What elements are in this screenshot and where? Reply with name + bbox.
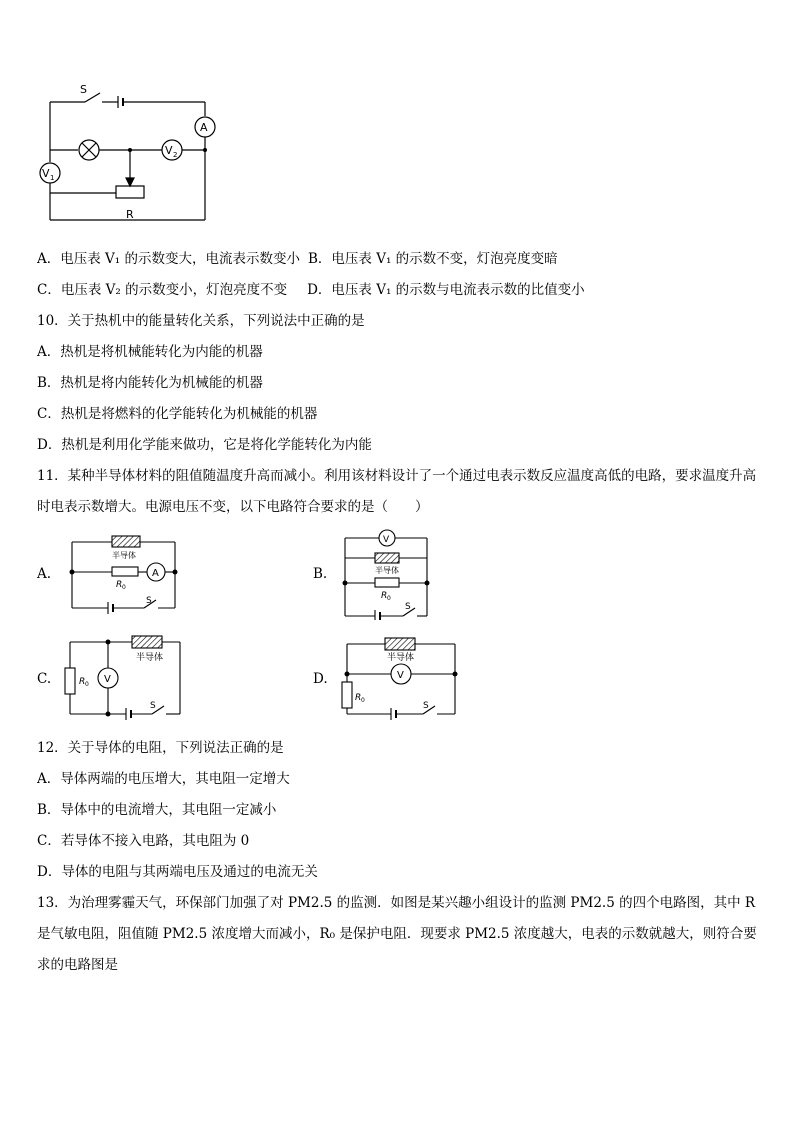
voltmeter-label: V xyxy=(104,674,111,685)
q11-circuit-c[interactable] xyxy=(60,632,190,722)
semiconductor-label: 半导体 xyxy=(136,653,164,663)
ammeter-label: A xyxy=(200,121,208,134)
q11-circuit-d[interactable] xyxy=(335,632,465,722)
question-9-circuit-figure xyxy=(30,78,230,233)
ammeter-label: A xyxy=(152,568,159,579)
semiconductor-label: 半导体 xyxy=(387,653,415,663)
q13-stem: 13．为治理雾霾天气，环保部门加强了对 PM2.5 的监测．如图是某兴趣小组设计的监测 PM2.5 的四个电路图，其中 R 是气敏电阻，阻值随 PM2.5 浓度增大而减小，R₀ 是保护电阻．现要求 PM2.5 浓度越大，电表的示数就越大，则符合要求的电路图是 xyxy=(37,895,757,973)
q10-option-c[interactable]: C．热机是将燃料的化学能转化为机械能的机器 xyxy=(37,406,318,422)
q11-circuit-b[interactable] xyxy=(335,528,445,620)
q10-option-d[interactable]: D．热机是利用化学能来做功，它是将化学能转化为内能 xyxy=(37,437,372,453)
q9-option-a[interactable]: A．电压表 V₁ 的示数变大，电流表示数变小 xyxy=(37,251,300,267)
q12-option-b[interactable]: B．导体中的电流增大，其电阻一定减小 xyxy=(37,802,277,818)
semiconductor-label: 半导体 xyxy=(112,551,136,560)
r0-sub: 0 xyxy=(85,681,89,688)
switch-label: S xyxy=(146,596,152,606)
q11-option-b-label[interactable]: B. xyxy=(313,566,328,582)
q10-option-b[interactable]: B．热机是将内能转化为机械能的机器 xyxy=(37,375,263,391)
r0-sub: 0 xyxy=(122,584,126,591)
q9-options-ab xyxy=(37,250,558,268)
v2-label: V xyxy=(165,144,173,157)
voltmeter-label: V xyxy=(397,670,404,681)
v1-label: V xyxy=(42,167,50,180)
switch-label: S xyxy=(405,602,411,612)
v1-sub: 1 xyxy=(50,174,55,182)
r0-label: R xyxy=(355,693,362,703)
r0-sub: 0 xyxy=(361,697,365,704)
q11-circuit-a[interactable] xyxy=(60,530,190,615)
q11-option-c-label[interactable]: C. xyxy=(37,671,52,687)
switch-label: S xyxy=(423,701,429,711)
rheostat-label: R xyxy=(126,208,134,221)
q9-options-cd xyxy=(37,281,585,299)
semiconductor-label: 半导体 xyxy=(375,566,399,575)
q11-stem: 11．某种半导体材料的阻值随温度升高而减小。利用该材料设计了一个通过电表示数反应温度高低的电路，要求温度升高时电表示数增大。电源电压不变，以下电路符合要求的是（ ） xyxy=(37,468,757,515)
q11-option-a-label[interactable]: A. xyxy=(37,566,52,582)
switch-label: S xyxy=(150,701,156,711)
q10-option-a[interactable]: A．热机是将机械能转化为内能的机器 xyxy=(37,344,263,360)
q9-option-b[interactable]: B．电压表 V₁ 的示数不变，灯泡亮度变暗 xyxy=(308,251,558,267)
r0-label: R xyxy=(79,677,86,687)
switch-label: S xyxy=(80,83,87,96)
r0-sub: 0 xyxy=(387,595,391,602)
q12-option-d[interactable]: D．导体的电阻与其两端电压及通过的电流无关 xyxy=(37,864,318,880)
q10-stem: 10．关于热机中的能量转化关系，下列说法中正确的是 xyxy=(37,313,365,329)
q9-option-d[interactable]: D．电压表 V₁ 的示数与电流表示数的比值变小 xyxy=(307,282,585,298)
r0-label: R xyxy=(116,580,123,590)
voltmeter-label: V xyxy=(383,535,390,545)
q12-stem: 12．关于导体的电阻，下列说法正确的是 xyxy=(37,740,284,756)
v2-sub: 2 xyxy=(173,151,178,159)
q11-option-d-label[interactable]: D. xyxy=(313,671,328,687)
r0-label: R xyxy=(381,591,388,601)
q12-option-c[interactable]: C．若导体不接入电路，其电阻为 0 xyxy=(37,833,250,849)
q12-option-a[interactable]: A．导体两端的电压增大，其电阻一定增大 xyxy=(37,771,290,787)
q9-option-c[interactable]: C．电压表 V₂ 的示数变小，灯泡亮度不变 xyxy=(37,282,288,298)
